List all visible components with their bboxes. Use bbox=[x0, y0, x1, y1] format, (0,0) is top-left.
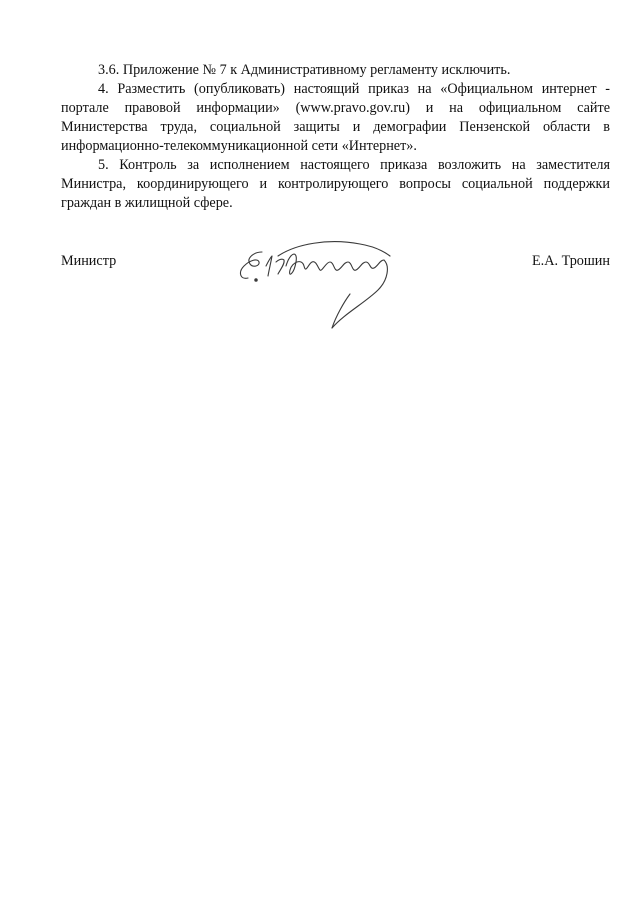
signatory-name: Е.А. Трошин bbox=[532, 253, 610, 269]
paragraph-5-line-2: Министра, координирующего и контролирующего вопросы социальной поддержки bbox=[61, 176, 610, 192]
handwritten-signature bbox=[232, 222, 402, 334]
paragraph-3-6: 3.6. Приложение № 7 к Административному регламенту исключить. bbox=[98, 62, 511, 78]
paragraph-5-line-3: граждан в жилищной сфере. bbox=[61, 195, 233, 211]
paragraph-5-line-1: 5. Контроль за исполнением настоящего приказа возложить на заместителя bbox=[98, 157, 610, 173]
paragraph-4-line-2: портале правовой информации» (www.pravo.gov.ru) и на официальном сайте bbox=[61, 100, 610, 116]
paragraph-4-line-1: 4. Разместить (опубликовать) настоящий приказ на «Официальном интернет - bbox=[98, 81, 610, 97]
paragraph-4-line-3: Министерства труда, социальной защиты и демографии Пензенской области в bbox=[61, 119, 610, 135]
signatory-role: Министр bbox=[61, 253, 117, 269]
paragraph-4-line-4: информационно-телекоммуникационной сети «Интернет». bbox=[61, 138, 417, 154]
